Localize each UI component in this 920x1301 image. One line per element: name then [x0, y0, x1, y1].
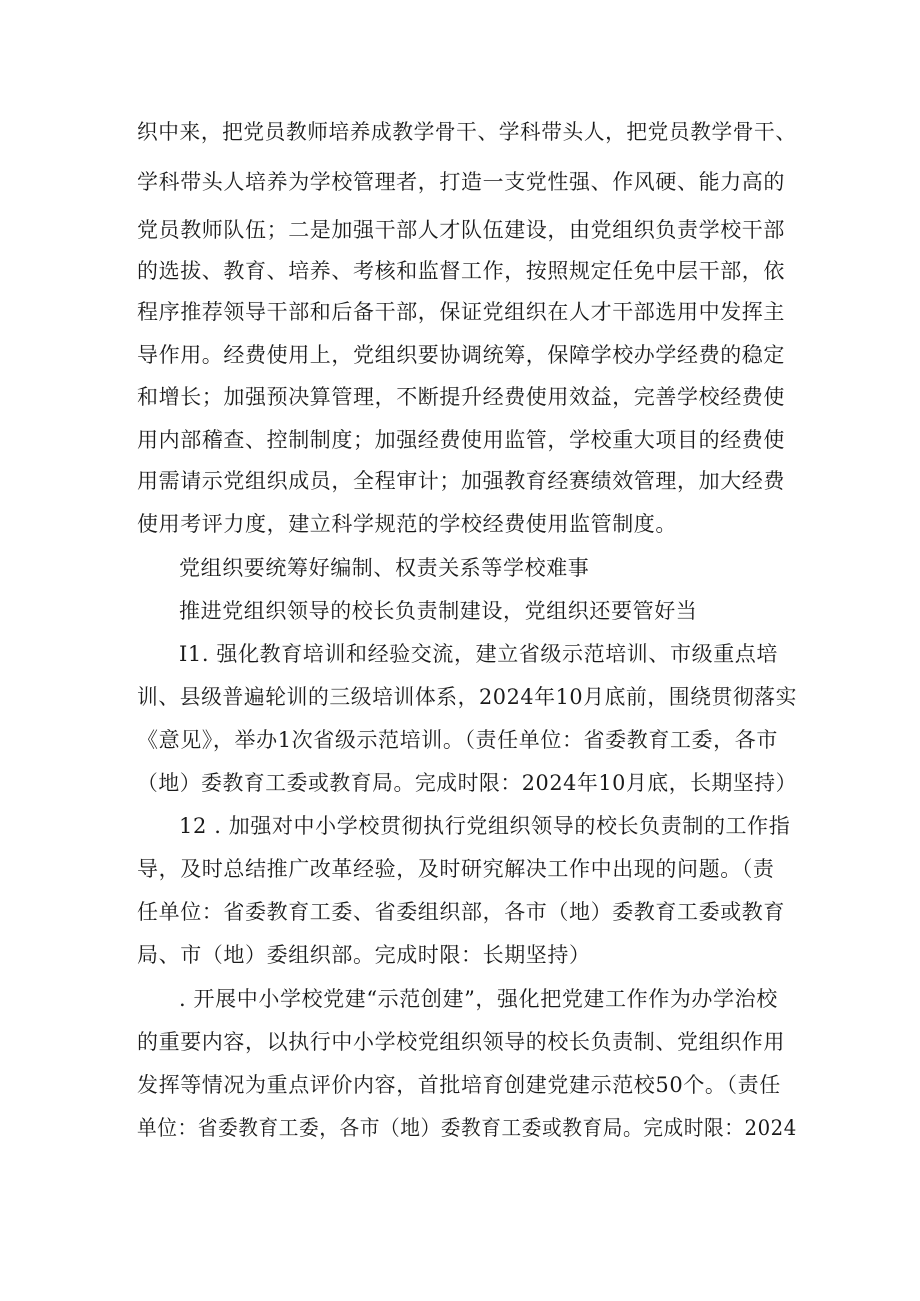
- body-line: 导作用。经费使用上，党组织要协调统筹，保障学校办学经费的稳定: [137, 343, 785, 367]
- body-line: 程序推荐领导干部和后备干部，保证党组织在人才干部选用中发挥主: [137, 300, 785, 324]
- body-line: 局、市（地）委组织部。完成时限：长期坚持）: [137, 943, 591, 967]
- body-line: 学科带头人培养为学校管理者，打造一支党性强、作风硬、能力高的: [137, 170, 785, 194]
- body-line: 的选拔、教育、培养、考核和监督工作，按照规定任免中层干部，依: [137, 259, 785, 283]
- list-item-start: 12 . 加强对中小学校贯彻执行党组织领导的校长负责制的工作指: [179, 814, 791, 838]
- body-line: 的重要内容，以执行中小学校党组织领导的校长负责制、党组织作用: [137, 1030, 785, 1054]
- body-line: 发挥等情况为重点评价内容，首批培育创建党建示范校50个。（责任: [137, 1073, 781, 1097]
- body-line: 推进党组织领导的校长负责制建设，党组织还要管好当: [179, 599, 698, 623]
- body-line: 《意见》，举办1次省级示范培训。（责任单位：省委教育工委，各市: [137, 728, 778, 752]
- section-heading: 党组织要统筹好编制、权责关系等学校难事: [179, 556, 590, 580]
- body-line: 训、县级普遍轮训的三级培训体系，2024年10月底前，围绕贯彻落实: [137, 685, 797, 709]
- body-line: 和增长；加强预决算管理，不断提升经费使用效益，完善学校经费使: [137, 385, 785, 409]
- body-line: 党员教师队伍；二是加强干部人才队伍建设，由党组织负责学校干部: [137, 218, 785, 242]
- body-line: 导，及时总结推广改革经验，及时研究解决工作中出现的问题。（责: [137, 857, 775, 881]
- body-line: 织中来，把党员教师培养成教学骨干、学科带头人，把党员教学骨干、: [137, 120, 797, 144]
- list-item-start: I1. 强化教育培训和经验交流，建立省级示范培训、市级重点培: [179, 642, 779, 666]
- body-line: 单位：省委教育工委，各市（地）委教育工委或教育局。完成时限：2024: [137, 1116, 797, 1140]
- list-item-start: . 开展中小学校党建“示范创建”，强化把党建工作作为办学治校: [179, 987, 778, 1011]
- body-line: （地）委教育工委或教育局。完成时限：2024年10月底，长期坚持）: [137, 771, 797, 795]
- body-line: 用内部稽查、控制制度；加强经费使用监管，学校重大项目的经费使: [137, 428, 785, 452]
- body-line: 使用考评力度，建立科学规范的学校经费使用监管制度。: [137, 512, 677, 536]
- body-line: 用需请示党组织成员，全程审计；加强教育经赛绩效管理，加大经费: [137, 469, 785, 493]
- body-line: 任单位：省委教育工委、省委组织部，各市（地）委教育工委或教育: [137, 900, 785, 924]
